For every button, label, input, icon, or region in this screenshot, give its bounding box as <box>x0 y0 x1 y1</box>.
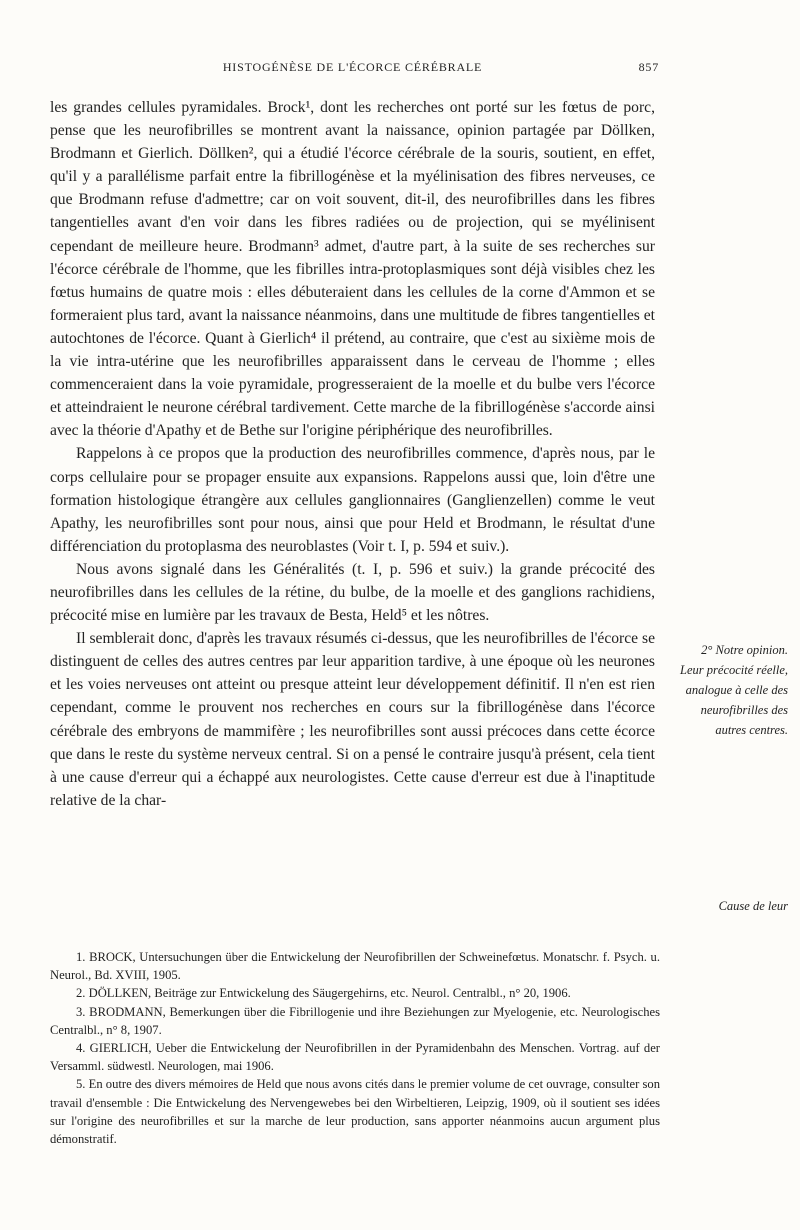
margin-note-cause: Cause de leur <box>718 899 788 913</box>
running-header <box>50 60 659 80</box>
footnote-5: 5. En outre des divers mémoires de Held que nous avons cités dans le premier volume de cet ouvrage, consulter son travail d'ensemble : Die Entwickelung des Nervengewebes bei den Wirbeltieren, Leipzig, 1909, où il soutient ses idées sur l'origine des neurofibrilles et sur la marche de leur production, sans apporter néanmoins aucun argument plus démonstratif. <box>50 1077 660 1147</box>
footnote-1: 1. BROCK, Untersuchungen über die Entwickelung der Neurofibrillen der Schweinefœtus. Monatschr. f. Psych. u. Neurol., Bd. XVIII, 1905. <box>50 950 660 983</box>
paragraph-3: Nous avons signalé dans les Généralités (t. I, p. 596 et suiv.) la grande précocité des neurofibrilles dans les cellules de la rétine, du bulbe, de la moelle et des ganglions rachidiens, précocité mise en lumière par les travaux de Besta, Held⁵ et les nôtres. <box>50 560 655 625</box>
header-title: HISTOGÉNÈSE DE L'ÉCORCE CÉRÉBRALE <box>222 60 483 74</box>
main-text <box>50 96 655 812</box>
margin-note-opinion: 2° Notre opinion. Leur précocité réelle, analogue à celle des neurofibrilles des autres centres. <box>680 643 788 737</box>
paragraph-4: Il semblerait donc, d'après les travaux résumés ci-dessus, que les neurofibrilles de l'écorce se distinguent de celles des autres centres par leur apparition tardive, à une époque où les neurones et les voies nerveuses ont atteint ou presque atteint leur développement définitif. Il n'en est rien cependant, comme le prouvent nos recherches en cours sur la fibrillogénèse dans l'écorce cérébrale des embryons de mammifère ; les neurofibrilles sont aussi précoces dans cette écorce que dans le reste du système nerveux central. Si on a pensé le contraire jusqu'à présent, cela tient à une cause d'erreur qui a échappé aux neurologistes. Cette cause d'erreur est due à l'inaptitude relative de la char- <box>50 630 655 809</box>
footnotes <box>50 948 660 1148</box>
footnote-2: 2. DÖLLKEN, Beiträge zur Entwickelung des Säugergehirns, etc. Neurol. Centralbl., n° 20, 1906. <box>76 986 571 1001</box>
footnote-4: 4. GIERLICH, Ueber die Entwickelung der Neurofibrillen in der Pyramidenbahn des Menschen. Vortrag. auf der Versamml. südwestl. Neurologen, mai 1906. <box>50 1041 660 1074</box>
paragraph-2: Rappelons à ce propos que la production des neurofibrilles commence, d'après nous, par le corps cellulaire pour se propager ensuite aux expansions. Rappelons aussi que, loin d'être une formation histologique étrangère aux cellules ganglionnaires (Ganglienzellen) comme le veut Apathy, les neurofibrilles sont pour nous, ainsi que pour Held et Brodmann, le résultat d'une différenciation du protoplasma des neuroblastes (Voir t. I, p. 594 et suiv.). <box>50 445 655 555</box>
page-number: 857 <box>638 60 659 74</box>
paragraph-1: les grandes cellules pyramidales. Brock¹, dont les recherches ont porté sur les fœtus de porc, pense que les neurofibrilles se montrent avant la naissance, opinion partagée par Döllken, Brodmann et Gierlich. Döllken², qui a étudié l'écorce cérébrale de la souris, soutient, en effet, qu'il y a parallélisme parfait entre la fibrillogénèse et la myélinisation des fibres nerveuses, ce que Brodmann refuse d'admettre; car on voit souvent, dit-il, des neurofibrilles dans les fibres tangentielles avant d'en voir dans les fibres radiées ou de projection, qui se myélinisent cependant de meilleure heure. Brodmann³ admet, d'autre part, à la suite de ses recherches sur l'écorce cérébrale de l'homme, que les fibrilles intra-protoplasmiques sont déjà visibles chez les fœtus humains de quatre mois : elles débuteraient dans les cellules de la corne d'Ammon et se formeraient plus tard, avant la naissance néanmoins, dans une multitude de fibres tangentielles et autochtones de l'écorce. Quant à Gierlich⁴ il prétend, au contraire, que c'est au sixième mois de la vie intra-utérine que les neurofibrilles apparaissent dans le cerveau de l'homme ; elles commenceraient dans la voie pyramidale, progresseraient de la moelle et du bulbe vers l'écorce et atteindraient le neurone cérébral tardivement. Cette marche de la fibrillogénèse s'accorde ainsi avec la théorie d'Apathy et de Bethe sur l'origine périphérique des neurofibrilles. <box>50 99 655 440</box>
footnote-3: 3. BRODMANN, Bemerkungen über die Fibrillogenie und ihre Beziehungen zur Myelogenie, etc. Neurologisches Centralbl., n° 8, 1907. <box>50 1004 660 1037</box>
